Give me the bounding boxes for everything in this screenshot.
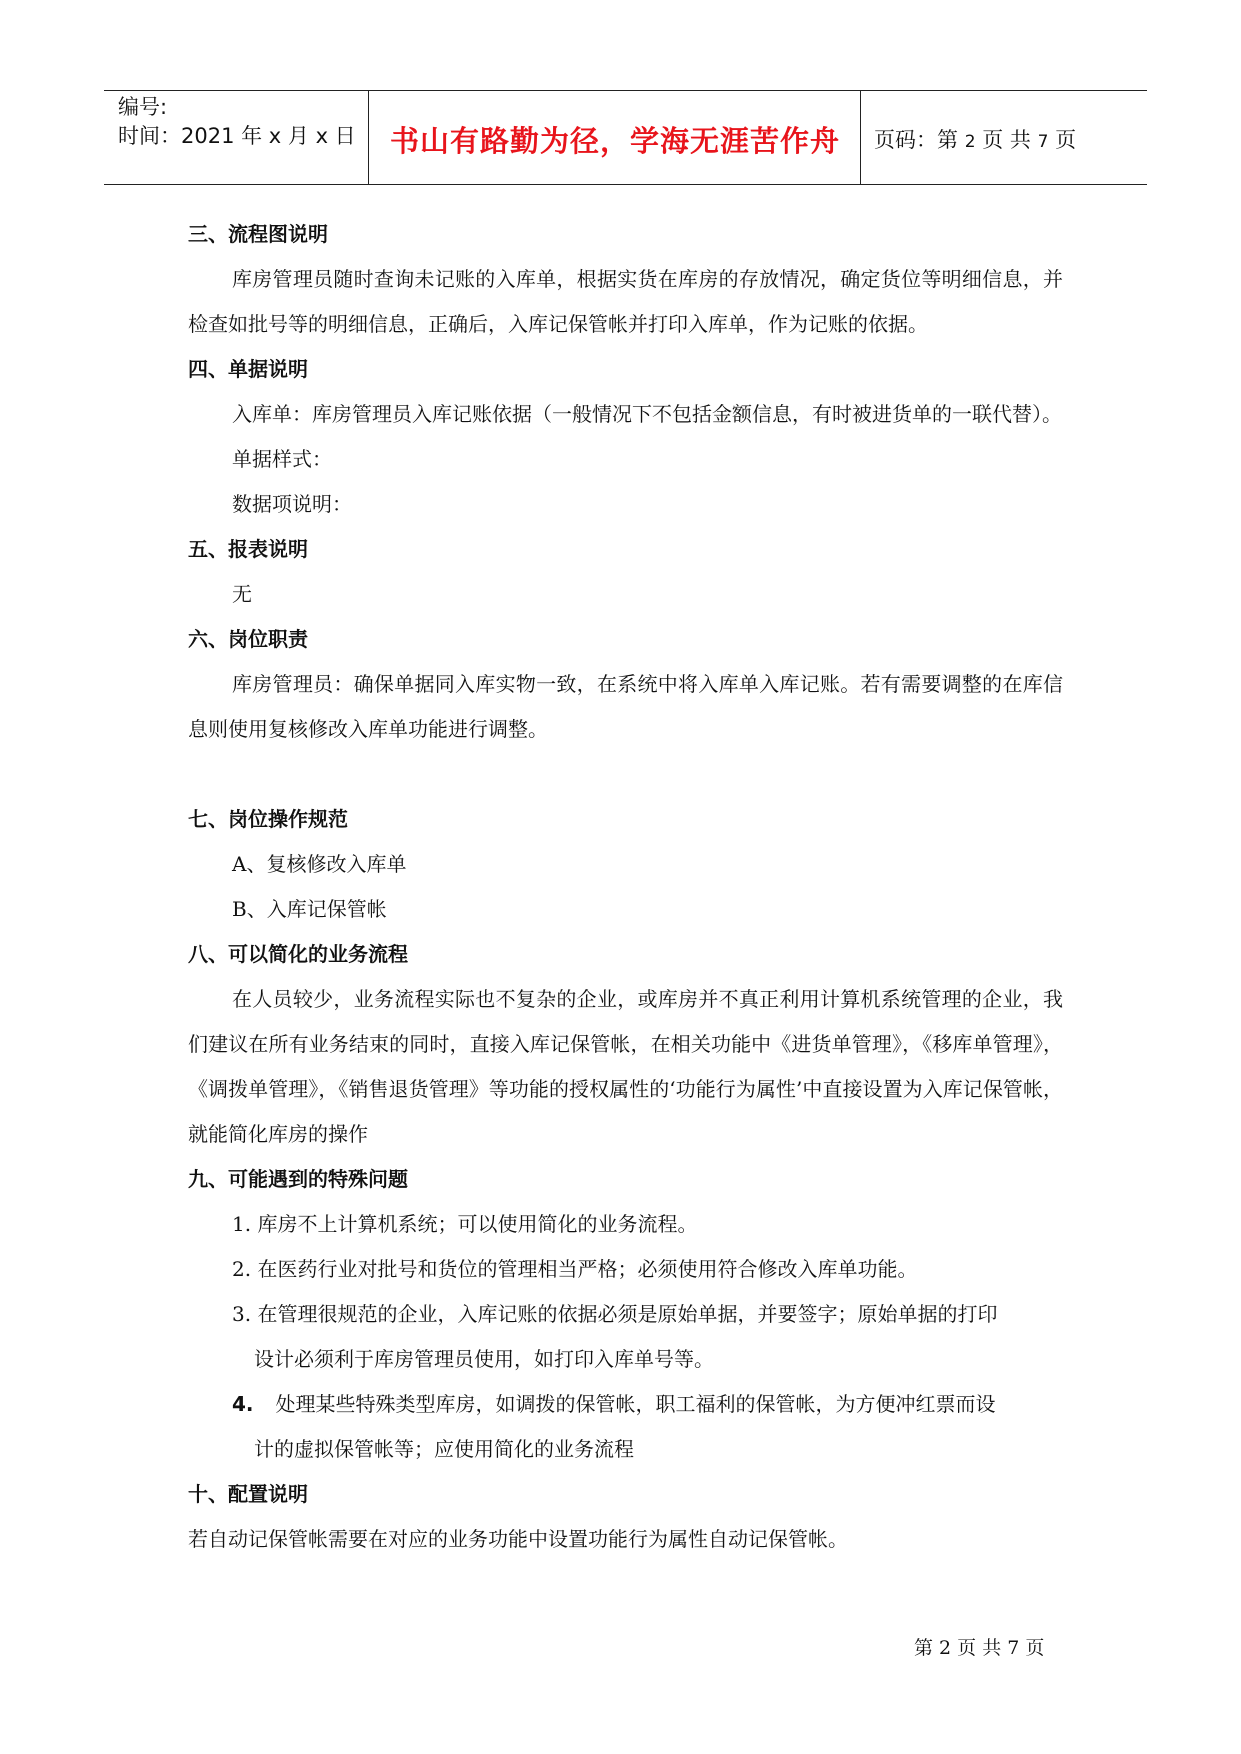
paragraph: 若自动记保管帐需要在对应的业务功能中设置功能行为属性自动记保管帐。 (188, 1527, 848, 1551)
list-item (188, 1382, 1063, 1472)
page-footer: 第 2 页 共 7 页 (914, 1637, 1045, 1659)
text-line: B、入库记保管帐 (232, 897, 387, 921)
paragraph: 入库单：库房管理员入库记账依据（一般情况下不包括金额信息，有时被进货单的一联代替）。 (232, 402, 1062, 426)
list-item: 2. 在医药行业对批号和货位的管理相当严格；必须使用符合修改入库单功能。 (232, 1257, 918, 1281)
paragraph: 在人员较少，业务流程实际也不复杂的企业，或库房并不真正利用计算机系统管理的企业，我们建议在所有业务结束的同时，直接入库记保管帐，在相关功能中《进货单管理》，《移库单管理》，《调拨单管理》，《销售退货管理》等功能的授权属性的‘功能行为属性’中直接设置为入库记保管帐，就能简化库房的操作 (188, 987, 1063, 1146)
blank-line (188, 752, 1063, 797)
document-body (188, 212, 1063, 1562)
list-item-continuation: 计的虚拟保管帐等；应使用简化的业务流程 (254, 1437, 634, 1461)
section-heading: 七、岗位操作规范 (188, 807, 348, 831)
list-item-text: 3. 在管理很规范的企业，入库记账的依据必须是原始单据，并要签字；原始单据的打印 (232, 1302, 998, 1326)
page-header (104, 90, 1147, 185)
list-item-number: 4. (232, 1392, 254, 1416)
list-item (188, 1292, 1063, 1382)
section-heading: 六、岗位职责 (188, 627, 308, 651)
paragraph: 库房管理员随时查询未记账的入库单，根据实货在库房的存放情况，确定货位等明细信息，并检查如批号等的明细信息，正确后，入库记保管帐并打印入库单，作为记账的依据。 (188, 267, 1063, 336)
header-time-label: 时间：2021 年 x 月 x 日 (118, 124, 356, 148)
section-heading: 九、可能遇到的特殊问题 (188, 1167, 408, 1191)
header-page-total: 7 (1037, 132, 1049, 152)
section-heading: 十、配置说明 (188, 1482, 308, 1506)
header-number-label: 编号: (118, 95, 168, 119)
header-divider-left (368, 91, 369, 184)
header-page-end: 页 (1055, 128, 1077, 152)
header-page-label: 页码：第 (874, 128, 958, 152)
paragraph: 库房管理员：确保单据同入库实物一致，在系统中将入库单入库记账。若有需要调整的在库信息则使用复核修改入库单功能进行调整。 (188, 672, 1063, 741)
header-left-cell (118, 93, 368, 151)
header-page-info (874, 124, 1076, 154)
list-item-continuation: 设计必须利于库房管理员使用，如打印入库单号等。 (254, 1347, 714, 1371)
text-line: 无 (232, 582, 252, 606)
text-line: A、复核修改入库单 (232, 852, 407, 876)
section-heading: 五、报表说明 (188, 537, 308, 561)
list-item-text: 处理某些特殊类型库房，如调拨的保管帐，职工福利的保管帐，为方便冲红票而设 (275, 1392, 996, 1416)
section-heading: 八、可以简化的业务流程 (188, 942, 408, 966)
text-line: 数据项说明： (232, 492, 352, 516)
list-item: 1. 库房不上计算机系统；可以使用简化的业务流程。 (232, 1212, 698, 1236)
text-line: 单据样式： (232, 447, 332, 471)
header-divider-right (860, 91, 861, 184)
header-page-number: 2 (964, 132, 976, 152)
section-heading: 三、流程图说明 (188, 222, 328, 246)
section-heading: 四、单据说明 (188, 357, 308, 381)
header-motto: 书山有路勤为径，学海无涯苦作舟 (389, 124, 840, 158)
header-page-mid: 页 共 (982, 128, 1031, 152)
